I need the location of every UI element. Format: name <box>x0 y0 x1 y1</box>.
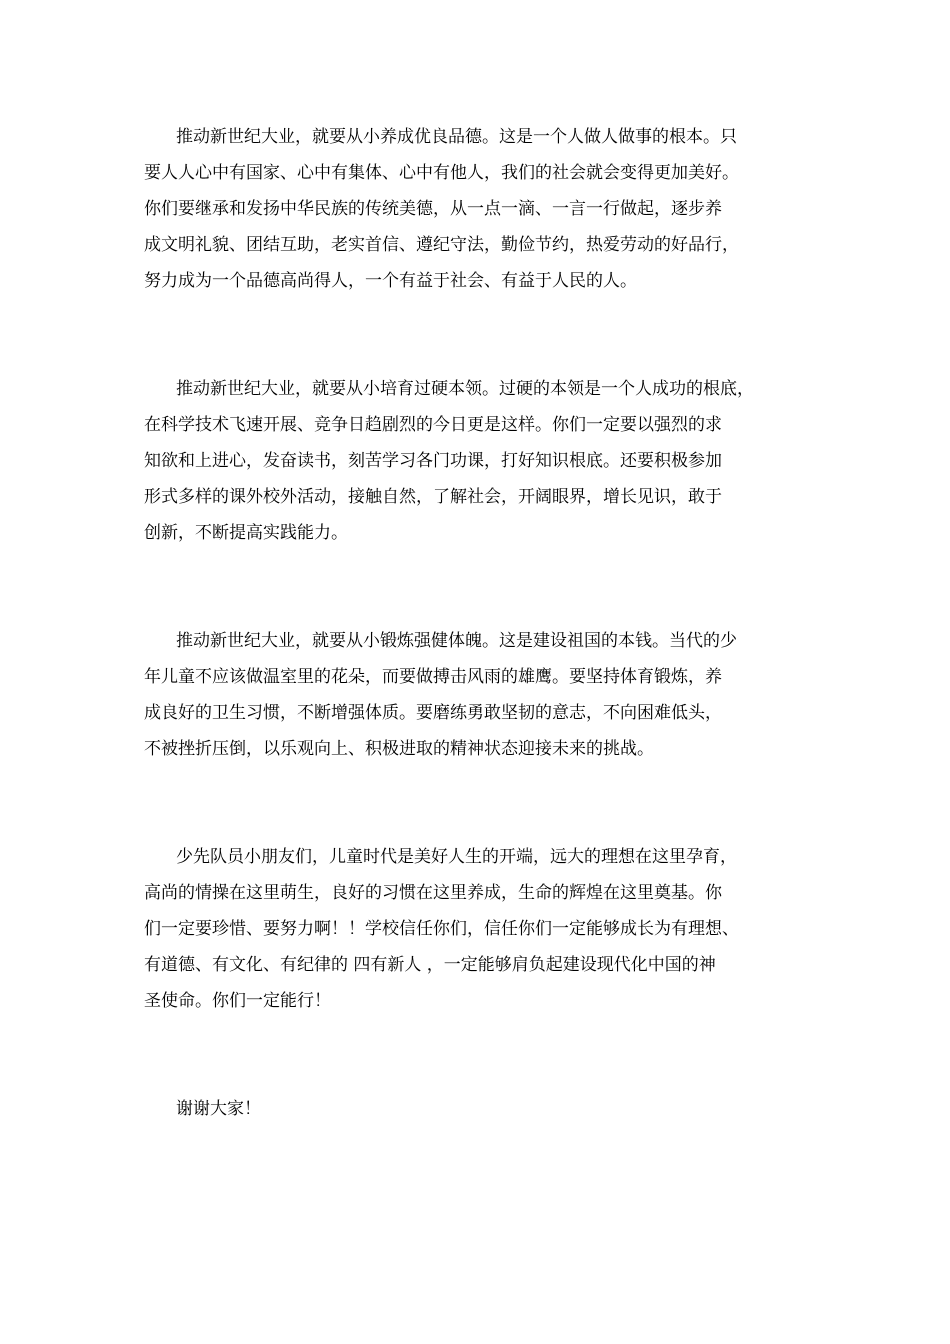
text-line: 你们要继承和发扬中华民族的传统美德，从一点一滴、一言一行做起，逐步养 <box>144 199 722 219</box>
text-line: 知欲和上进心，发奋读书，刻苦学习各门功课，打好知识根底。还要积极参加 <box>144 451 722 471</box>
text-line: 不被挫折压倒，以乐观向上、积极进取的精神状态迎接未来的挑战。 <box>144 739 654 759</box>
text-line: 创新，不断提高实践能力。 <box>144 523 348 543</box>
text-line: 高尚的情操在这里萌生，良好的习惯在这里养成，生命的辉煌在这里奠基。你 <box>144 883 722 903</box>
paragraph-skills <box>144 371 814 551</box>
text-line: 在科学技术飞速开展、竞争日趋剧烈的今日更是这样。你们一定要以强烈的求 <box>144 415 722 435</box>
text-line: 成文明礼貌、团结互助，老实首信、遵纪守法，勤俭节约，热爱劳动的好品行， <box>144 235 739 255</box>
paragraph-thanks <box>144 1091 814 1127</box>
text-line: 圣使命。你们一定能行！ <box>144 991 331 1011</box>
text-line: 推动新世纪大业，就要从小养成优良品德。这是一个人做人做事的根本。只 <box>176 127 737 147</box>
paragraph-physique <box>144 623 814 767</box>
text-line: 年儿童不应该做温室里的花朵，而要做搏击风雨的雄鹰。要坚持体育锻炼，养 <box>144 667 722 687</box>
text-line: 推动新世纪大业，就要从小锻炼强健体魄。这是建设祖国的本钱。当代的少 <box>176 631 737 651</box>
text-line: 形式多样的课外校外活动，接触自然，了解社会，开阔眼界，增长见识，敢于 <box>144 487 722 507</box>
paragraph-young-pioneers <box>144 839 814 1019</box>
text-line: 少先队员小朋友们，儿童时代是美好人生的开端，远大的理想在这里孕育， <box>176 847 737 867</box>
text-line: 要人人心中有国家、心中有集体、心中有他人，我们的社会就会变得更加美好。 <box>144 163 739 183</box>
text-line: 们一定要珍惜、要努力啊！！学校信任你们，信任你们一定能够成长为有理想、 <box>144 919 739 939</box>
text-line: 努力成为一个品德高尚得人，一个有益于社会、有益于人民的人。 <box>144 271 637 291</box>
text-line: 成良好的卫生习惯，不断增强体质。要磨练勇敢坚韧的意志，不向困难低头， <box>144 703 722 723</box>
text-line: 谢谢大家！ <box>176 1099 261 1119</box>
text-line: 推动新世纪大业，就要从小培育过硬本领。过硬的本领是一个人成功的根底， <box>176 379 754 399</box>
paragraph-moral-character <box>144 119 814 299</box>
text-line: 有道德、有文化、有纪律的 四有新人 ，一定能够肩负起建设现代化中国的神 <box>144 955 716 975</box>
